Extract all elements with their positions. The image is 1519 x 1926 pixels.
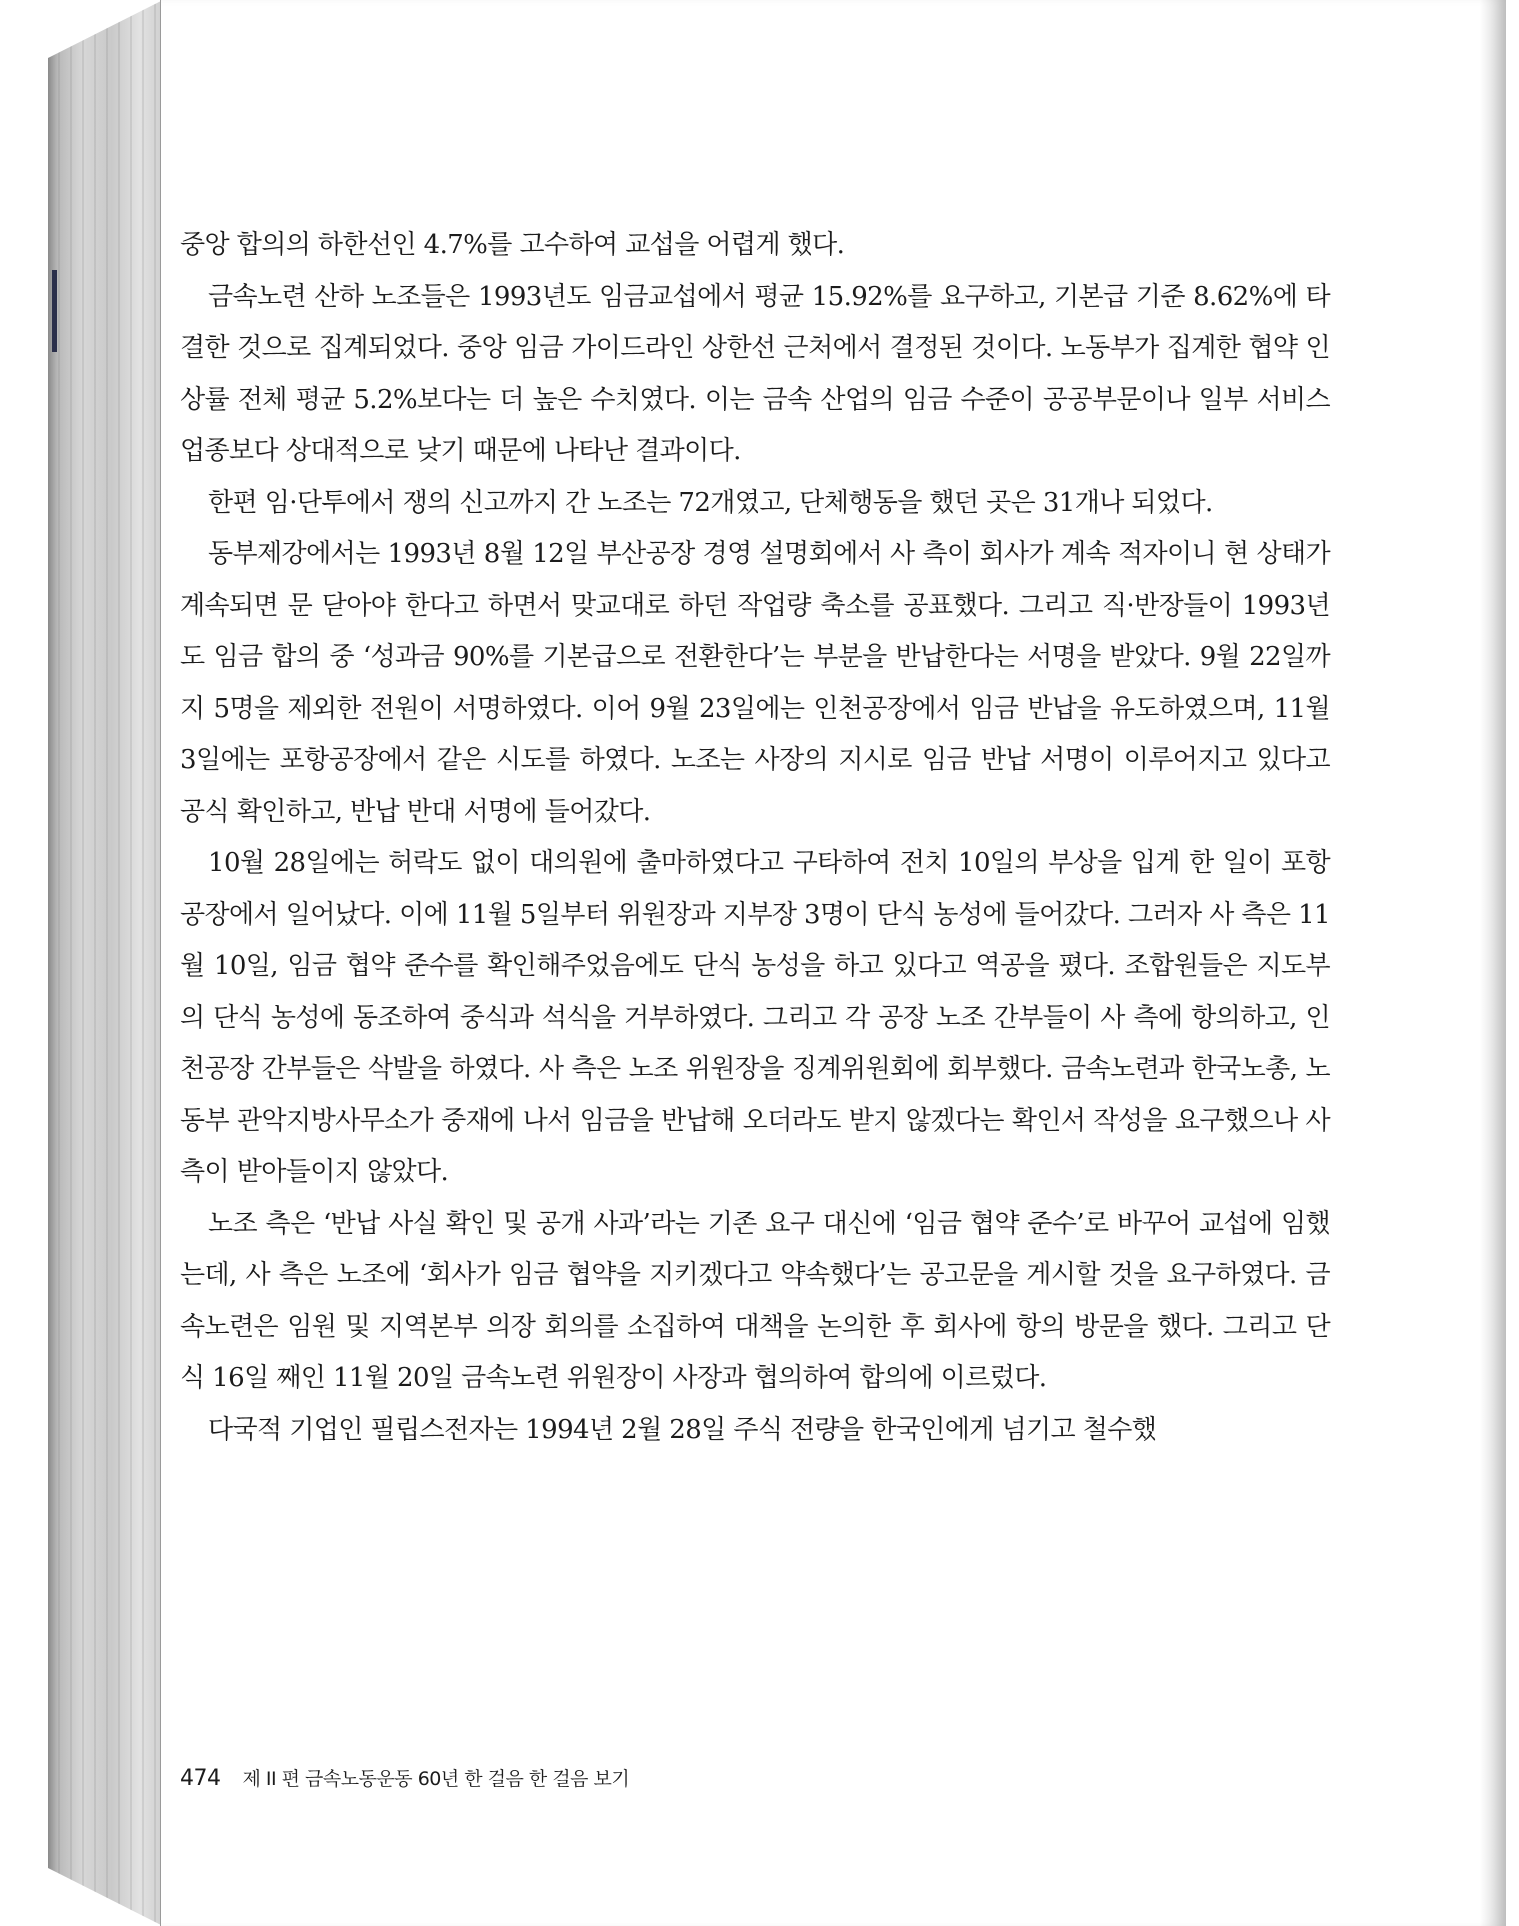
- bookmark-ribbon: [52, 270, 57, 352]
- paragraph-continued: 중앙 합의의 하한선인 4.7%를 고수하여 교섭을 어렵게 했다.: [180, 230, 845, 260]
- running-title: 제 II 편 금속노동운동 60년 한 걸음 한 걸음 보기: [242, 1768, 630, 1790]
- paragraph: 한편 임·단투에서 쟁의 신고까지 간 노조는 72개였고, 단체행동을 했던 곳은 31개나 되었다.: [208, 487, 1213, 518]
- page-number: 474: [180, 1766, 221, 1791]
- book-page-edges: [48, 0, 163, 1926]
- page-footer: [180, 1764, 629, 1791]
- paragraph: 금속노련 산하 노조들은 1993년도 임금교섭에서 평균 15.92%를 요구하고, 기본급 기준 8.62%에 타결한 것으로 집계되었다. 중앙 임금 가이드라인 상한선 근처에서 결정된 것이다. 노동부가 집계한 협약 인상률 전체 평균 5.2%보다는 더 높은 수치였다. 이는 금속 산업의 임금 수준이 공공부문이나 일부 서비스 업종보다 상대적으로 낮기 때문에 나타난 결과이다.: [180, 281, 1330, 466]
- page-gutter-shadow: [1480, 0, 1506, 1926]
- paragraph: 다국적 기업인 필립스전자는 1994년 2월 28일 주식 전량을 한국인에게 넘기고 철수했: [208, 1414, 1157, 1445]
- body-text: [180, 220, 1330, 1456]
- paragraph: 동부제강에서는 1993년 8월 12일 부산공장 경영 설명회에서 사 측이 회사가 계속 적자이니 현 상태가 계속되면 문 닫아야 한다고 하면서 맞교대로 하던 작업량 축소를 공표했다. 그리고 직·반장들이 1993년도 임금 합의 중 ‘성과금 90%를 기본급으로 전환한다’는 부분을 반납한다는 서명을 받았다. 9월 22일까지 5명을 제외한 전원이 서명하였다. 이어 9월 23일에는 인천공장에서 임금 반납을 유도하였으며, 11월 3일에는 포항공장에서 같은 시도를 하였다. 노조는 사장의 지시로 임금 반납 서명이 이루어지고 있다고 공식 확인하고, 반납 반대 서명에 들어갔다.: [180, 539, 1330, 827]
- paragraph: 10월 28일에는 허락도 없이 대의원에 출마하였다고 구타하여 전치 10일의 부상을 입게 한 일이 포항공장에서 일어났다. 이에 11월 5일부터 위원장과 지부장 3명이 단식 농성에 들어갔다. 그러자 사 측은 11월 10일, 임금 협약 준수를 확인해주었음에도 단식 농성을 하고 있다고 역공을 폈다. 조합원들은 지도부의 단식 농성에 동조하여 중식과 석식을 거부하였다. 그리고 각 공장 노조 간부들이 사 측에 항의하고, 인천공장 간부들은 삭발을 하였다. 사 측은 노조 위원장을 징계위원회에 회부했다. 금속노련과 한국노총, 노동부 관악지방사무소가 중재에 나서 임금을 반납해 오더라도 받지 않겠다는 확인서 작성을 요구했으나 사 측이 받아들이지 않았다.: [180, 848, 1330, 1187]
- paragraph: 노조 측은 ‘반납 사실 확인 및 공개 사과’라는 기존 요구 대신에 ‘임금 협약 준수’로 바꾸어 교섭에 임했는데, 사 측은 노조에 ‘회사가 임금 협약을 지키겠다고 약속했다’는 공고문을 게시할 것을 요구하였다. 금속노련은 임원 및 지역본부 의장 회의를 소집하여 대책을 논의한 후 회사에 항의 방문을 했다. 그리고 단식 16일 째인 11월 20일 금속노련 위원장이 사장과 협의하여 합의에 이르렀다.: [180, 1208, 1330, 1393]
